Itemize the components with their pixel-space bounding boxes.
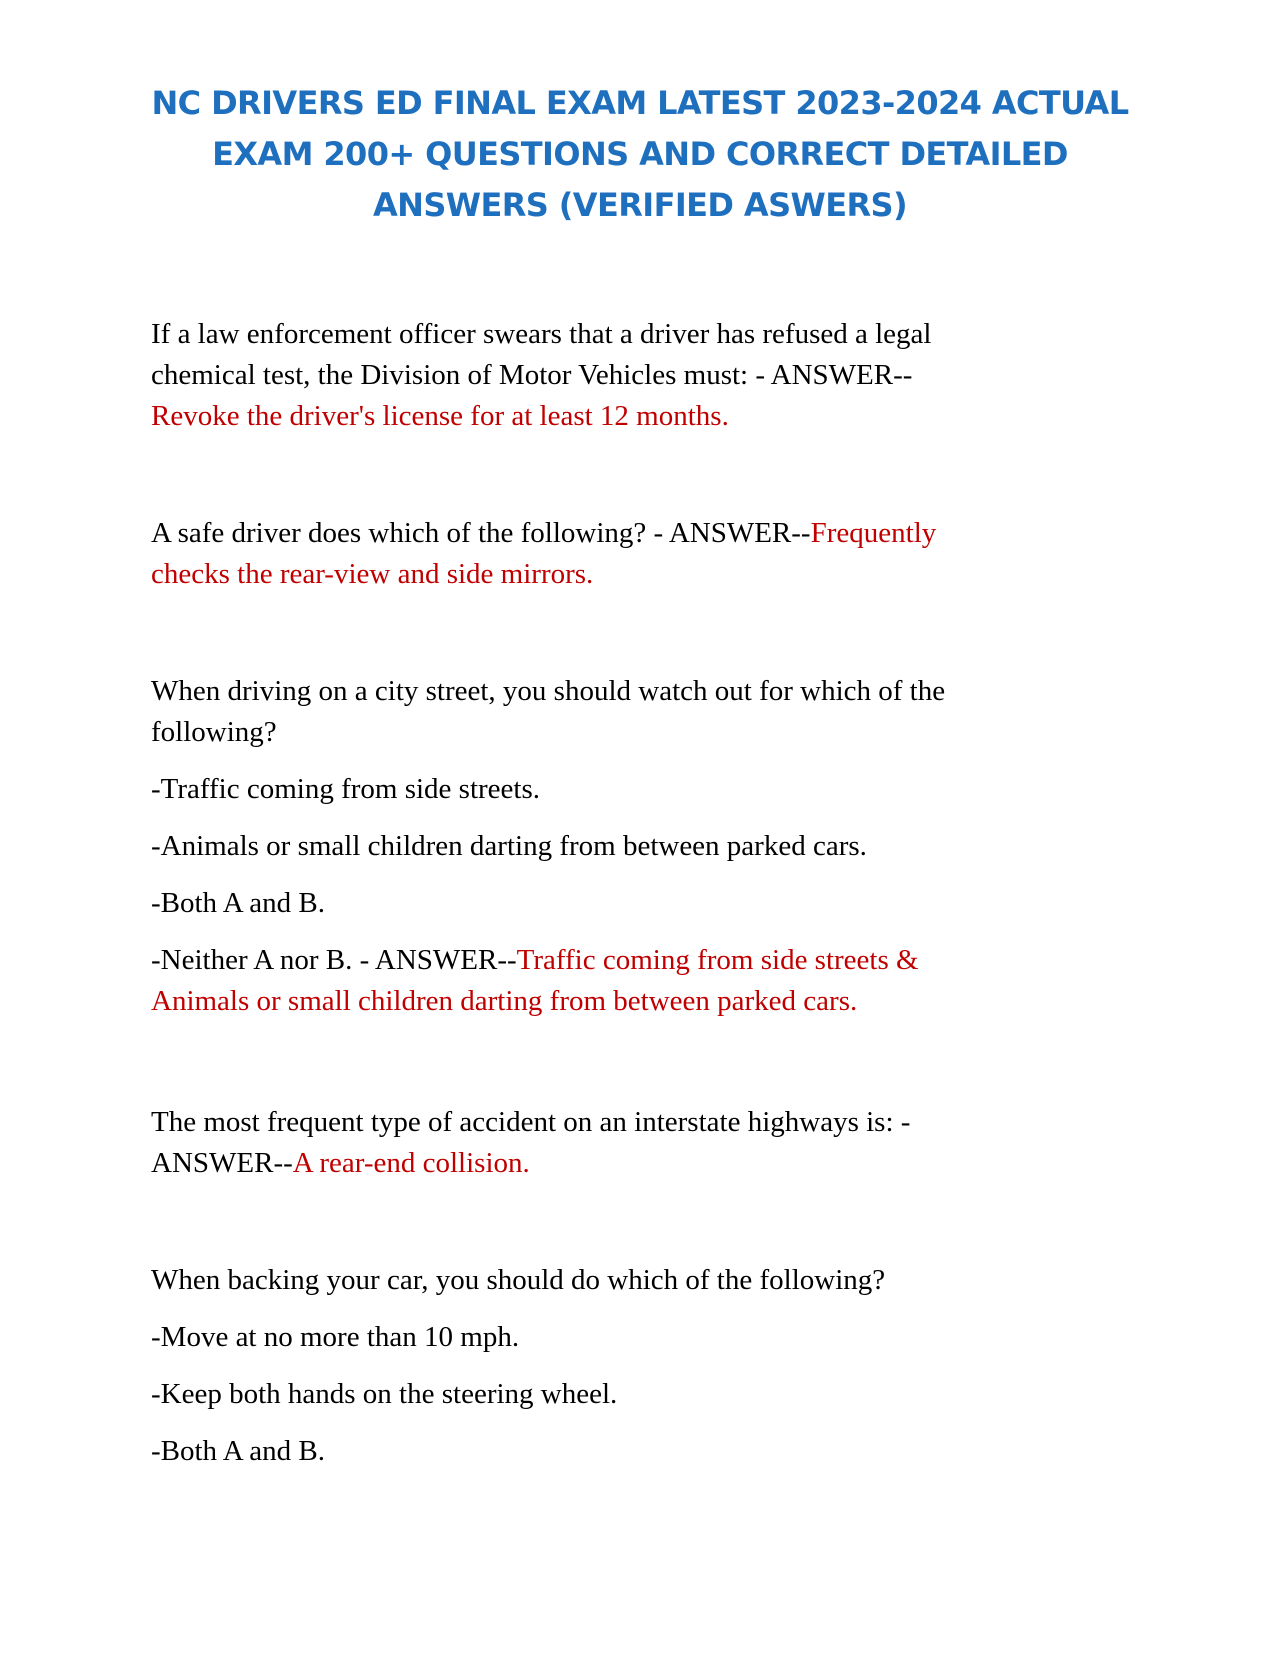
answer-text: Frequently — [810, 517, 937, 549]
question-text-line: chemical test, the Division of Motor Vehicles must: - ANSWER-- — [151, 359, 913, 391]
title-line-2: EXAM 200+ QUESTIONS AND CORRECT DETAILED — [212, 135, 1068, 173]
option-d: -Neither A nor B. - ANSWER-- — [151, 944, 517, 976]
option-c: -Both A and B. — [151, 1435, 326, 1467]
option-b: -Animals or small children darting from between parked cars. — [151, 830, 867, 862]
answer-text: Traffic coming from side streets & — [516, 944, 919, 976]
answer-text: Revoke the driver's license for at least 12 months. — [151, 400, 729, 432]
question-block-1 — [151, 314, 1141, 437]
answer-prefix: ANSWER-- — [151, 1147, 293, 1179]
question-text: A safe driver does which of the following? - ANSWER-- — [151, 517, 811, 549]
question-text-line: When backing your car, you should do which of the following? — [151, 1264, 886, 1296]
title-line-3: ANSWERS (VERIFIED ASWERS) — [373, 186, 907, 224]
answer-text-continued: checks the rear-view and side mirrors. — [151, 558, 594, 590]
document-title — [140, 78, 1140, 231]
option-b: -Keep both hands on the steering wheel. — [151, 1378, 618, 1410]
question-text-line: following? — [151, 716, 277, 748]
answer-text: A rear-end collision. — [292, 1147, 530, 1179]
title-line-1: NC DRIVERS ED FINAL EXAM LATEST 2023-2024 ACTUAL — [151, 84, 1129, 122]
question-block-2 — [151, 513, 1141, 595]
answer-text-continued: Animals or small children darting from between parked cars. — [151, 985, 858, 1017]
option-c: -Both A and B. — [151, 887, 326, 919]
question-text-line: If a law enforcement officer swears that a driver has refused a legal — [151, 318, 932, 350]
question-block-3 — [151, 671, 1141, 1022]
option-a: -Move at no more than 10 mph. — [151, 1321, 520, 1353]
option-a: -Traffic coming from side streets. — [151, 773, 541, 805]
question-block-4 — [151, 1102, 1141, 1184]
question-text-line: The most frequent type of accident on an interstate highways is: - — [151, 1106, 911, 1138]
question-block-5 — [151, 1260, 1141, 1472]
question-text-line: When driving on a city street, you should watch out for which of the — [151, 675, 946, 707]
